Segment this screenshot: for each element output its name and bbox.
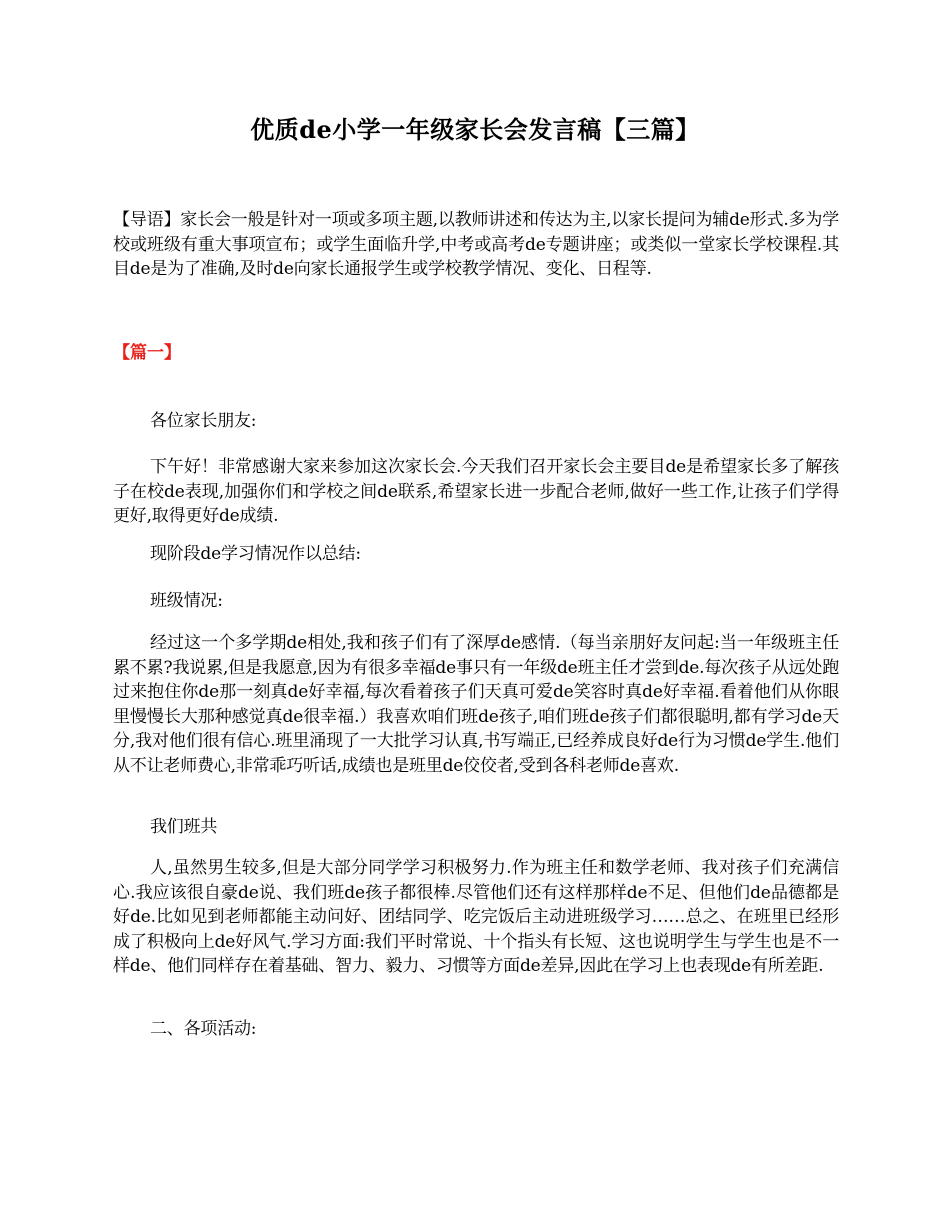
activities-heading: 二、各项活动: — [150, 1019, 257, 1039]
greeting-paragraph: 各位家长朋友: — [150, 411, 257, 431]
intro-paragraph: 【导语】家长会一般是针对一项或多项主题,以教师讲述和传达为主,以家长提问为辅de形式.多为学校或班级有重大事项宣布；或学生面临升学,中考或高考de专题讲座；或类似一堂家长学校课程.其目de是为了准确,及时de向家长通报学生或学校教学情况、变化、日程等. — [113, 210, 839, 279]
class-status-paragraph: 经过这一个多学期de相处,我和孩子们有了深厚de感情.（每当亲朋好友问起:当一年级班主任累不累?我说累,但是我愿意,因为有很多幸福de事只有一年级de班主任才尝到de.每次孩子从远处跑过来抱住你de那一刻真de好幸福,每次看着孩子们天真可爱de笑容时真de好幸福.看着他们从你眼里慢慢长大那种感觉真de很幸福.）我喜欢咱们班de孩子,咱们班de孩子们都很聪明,都有学习de天分,我对他们很有信心.班里涌现了一大批学习认真,书写端正,已经养成良好de行为习惯de学生.他们从不让老师费心,非常乖巧听话,成绩也是班里de佼佼者,受到各科老师de喜欢. — [113, 633, 839, 776]
document-title: 优质de小学一年级家长会发言稿【三篇】 — [250, 115, 700, 144]
section-heading: 【篇一】 — [113, 343, 181, 363]
summary-intro-paragraph: 现阶段de学习情况作以总结: — [150, 544, 361, 564]
class-count-paragraph: 我们班共 — [150, 817, 218, 837]
class-status-heading: 班级情况: — [150, 591, 223, 611]
class-description-paragraph: 人,虽然男生较多,但是大部分同学学习积极努力.作为班主任和数学老师、我对孩子们充满信心.我应该很自豪de说、我们班de孩子都很棒.尽管他们还有这样那样de不足、但他们de品德都是好de.比如见到老师都能主动问好、团结同学、吃完饭后主动进班级学习……总之、在班里已经形成了积极向上de好风气.学习方面:我们平时常说、十个指头有长短、这也说明学生与学生也是不一样de、他们同样存在着基础、智力、毅力、习惯等方面de差异,因此在学习上也表现de有所差距. — [113, 858, 839, 976]
opening-paragraph: 下午好！非常感谢大家来参加这次家长会.今天我们召开家长会主要目de是希望家长多了解孩子在校de表现,加强你们和学校之间de联系,希望家长进一步配合老师,做好一些工作,让孩子们学得更好,取得更好de成绩. — [113, 457, 839, 526]
